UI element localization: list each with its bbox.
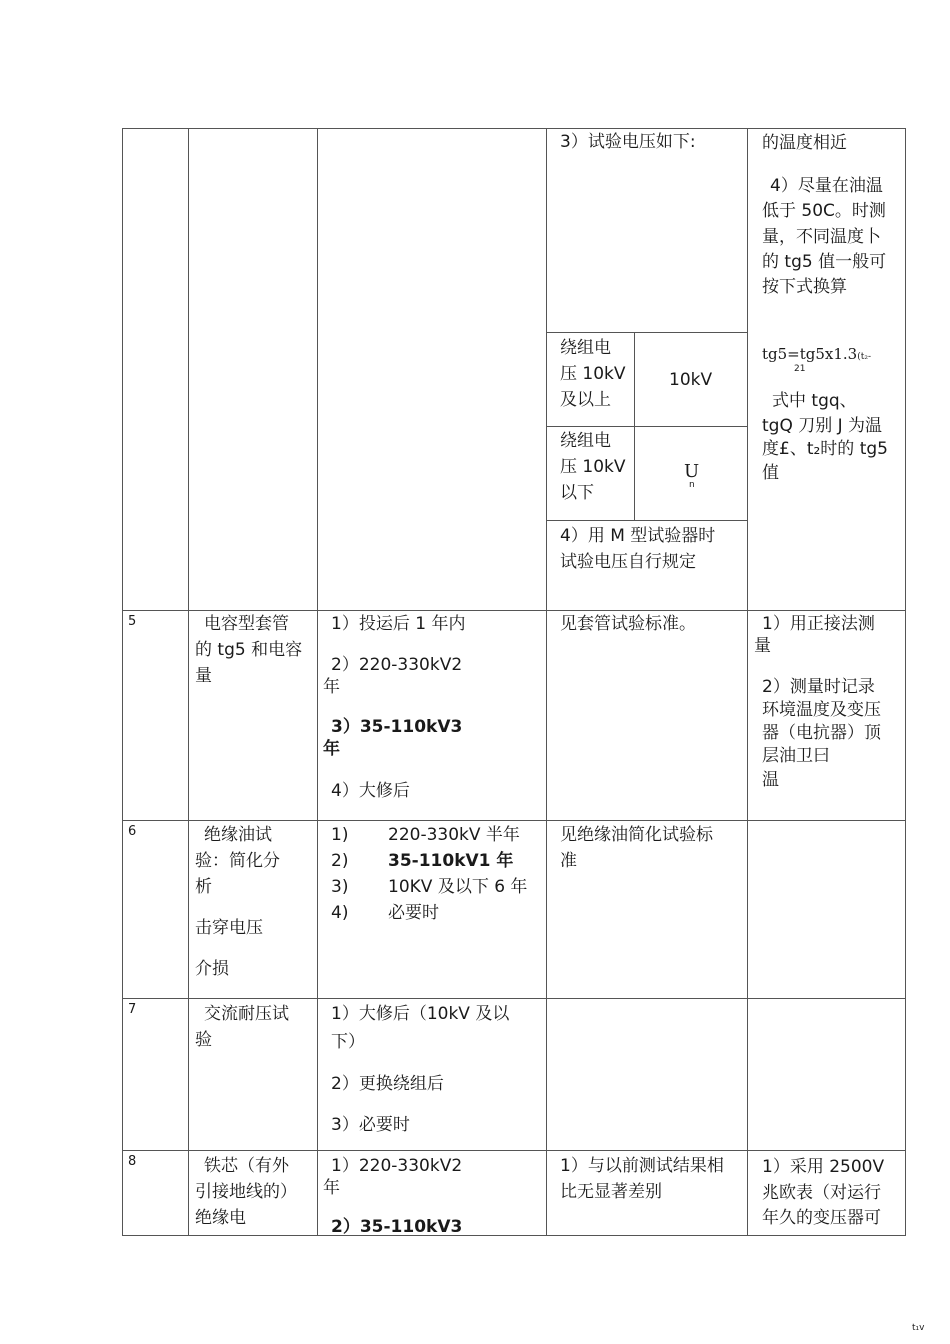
conversion-formula: [762, 343, 871, 366]
row-number: 6: [128, 824, 137, 839]
formula-note-line: 式中 tgq、: [772, 391, 857, 411]
requirement-line: 4）用 M 型试验器时: [560, 526, 716, 546]
voltage-range-label: 以下: [560, 483, 594, 503]
test-item-line: 验: [195, 1030, 212, 1050]
test-item-line: 引接地线的）: [195, 1182, 297, 1202]
formula-note-line: 度£、t₂时的 tg5: [762, 439, 888, 459]
column-border: [634, 332, 635, 520]
column-border: [905, 128, 906, 1236]
row-border: [122, 610, 906, 611]
test-item-line: 的 tg5 和电容: [195, 640, 303, 660]
formula-note-line: 值: [762, 463, 779, 483]
test-item-line: 绝缘油试: [204, 825, 272, 845]
test-voltage-subscript: n: [689, 480, 695, 490]
test-cycle-line: 4）大修后: [331, 781, 410, 801]
note-line: 年久的变压器可: [762, 1208, 881, 1228]
row-border: [122, 820, 906, 821]
requirement-line: 见绝缘油简化试验标: [560, 825, 713, 845]
test-cycle-line: 年: [323, 739, 340, 759]
test-cycle-line: 下）: [331, 1032, 365, 1052]
voltage-range-label: 绕组电: [560, 431, 611, 451]
test-item-line: 铁芯（有外: [204, 1156, 289, 1176]
formula-exponent: (t₂-: [857, 352, 872, 362]
requirement-line: 准: [560, 851, 577, 871]
row-border: [122, 128, 906, 129]
voltage-range-label: 压 10kV: [560, 457, 626, 477]
cycle-text: 35-110kV1 年: [388, 851, 514, 871]
page-mark: t₁v: [912, 1323, 925, 1333]
note-line: 量: [754, 636, 771, 656]
cycle-number: 2): [331, 851, 349, 871]
note-line: 2）测量时记录: [762, 677, 875, 697]
test-cycle-line: 2）35-110kV3: [331, 1217, 463, 1235]
note-line: 4）尽量在油温: [770, 176, 883, 196]
row-number: 5: [128, 614, 137, 629]
test-cycle-line: 年: [323, 1178, 340, 1198]
cycle-text: 10KV 及以下 6 年: [388, 877, 528, 897]
test-item-line: 量: [195, 666, 212, 686]
test-voltage-value: U: [684, 461, 700, 482]
formula-subscript: 21: [794, 364, 806, 374]
test-item-line: 击穿电压: [195, 918, 263, 938]
voltage-range-label: 绕组电: [560, 338, 611, 358]
row-border: [122, 1150, 906, 1151]
test-item-line: 验：简化分: [195, 851, 280, 871]
test-cycle-line: 3）35-110kV3: [331, 717, 463, 737]
note-line: 低于 50C。时测: [762, 201, 886, 221]
requirement-line: 比无显著差别: [560, 1182, 662, 1202]
test-item-line: 绝缘电: [195, 1208, 246, 1228]
row-border: [122, 998, 906, 999]
row-border: [122, 1235, 906, 1236]
row-border: [546, 426, 748, 427]
cycle-text: 220-330kV 半年: [388, 825, 520, 845]
row-number: 8: [128, 1154, 137, 1169]
test-cycle-line: 2）更换绕组后: [331, 1074, 444, 1094]
test-cycle-line: 3）必要时: [331, 1115, 410, 1135]
note-line: 按下式换算: [762, 277, 847, 297]
test-item-line: 电容型套管: [204, 614, 289, 634]
test-item-line: 交流耐压试: [204, 1004, 289, 1024]
test-cycle-line: 1）投运后 1 年内: [331, 614, 466, 634]
note-line: 层油卫曰: [762, 746, 830, 766]
voltage-range-label: 压 10kV: [560, 364, 626, 384]
column-border: [317, 128, 318, 1236]
note-line: 温: [762, 770, 779, 790]
cycle-number: 4): [331, 903, 349, 923]
requirement-heading: 3）试验电压如下:: [560, 132, 696, 152]
column-border: [546, 128, 547, 1236]
test-voltage-value: 10kV: [669, 370, 713, 390]
test-cycle-line: 2）220-330kV2: [331, 655, 463, 675]
test-cycle-line: 1）大修后（10kV 及以: [331, 1004, 510, 1024]
test-item-line: 析: [195, 877, 212, 897]
note-line: 的 tg5 值一般可: [762, 252, 887, 272]
test-cycle-line: 1）220-330kV2: [331, 1156, 463, 1176]
row-border: [546, 520, 748, 521]
column-border: [747, 128, 748, 1236]
cycle-number: 3): [331, 877, 349, 897]
requirement-text: 见套管试验标准。: [560, 614, 696, 634]
test-item-line: 介损: [195, 959, 229, 979]
note-line: 的温度相近: [762, 133, 847, 153]
cycle-number: 1): [331, 825, 349, 845]
row-number: 7: [128, 1002, 137, 1017]
note-line: 量，不同温度卜: [762, 227, 881, 247]
row-border: [546, 332, 748, 333]
voltage-range-label: 及以上: [560, 390, 611, 410]
note-line: 兆欧表（对运行: [762, 1183, 881, 1203]
note-line: 器（电抗器）顶: [762, 723, 881, 743]
formula-main: tg5=tg5x1.3: [762, 345, 858, 363]
test-cycle-line: 年: [323, 677, 340, 697]
requirement-line: 试验电压自行规定: [560, 552, 696, 572]
column-border: [122, 128, 123, 1236]
note-line: 环境温度及变压: [762, 700, 881, 720]
note-line: 1）采用 2500V: [762, 1157, 885, 1177]
formula-note-line: tgQ 刀别 J 为温: [762, 416, 883, 436]
note-line: 1）用正接法测: [762, 614, 875, 634]
requirement-line: 1）与以前测试结果相: [560, 1156, 724, 1176]
column-border: [188, 128, 189, 1236]
cycle-text: 必要时: [388, 903, 439, 923]
